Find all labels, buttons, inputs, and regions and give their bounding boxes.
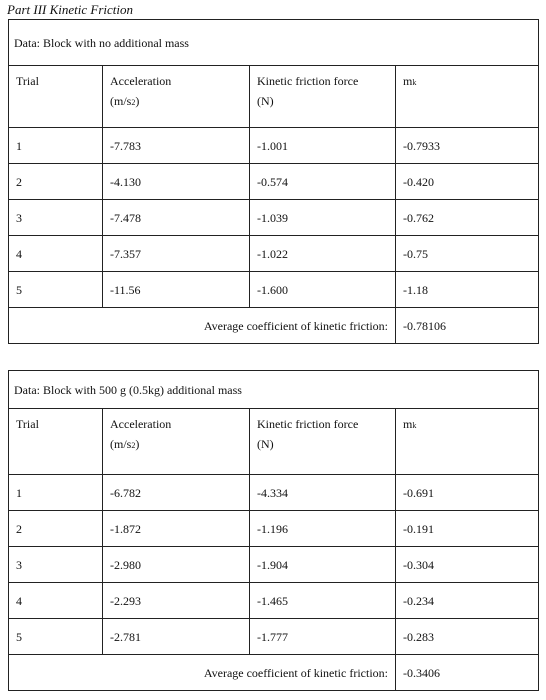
header-friction-force [250, 66, 396, 128]
unit-suffix: ) [135, 94, 140, 108]
cell-force: -1.600 [250, 272, 396, 308]
data-table-no-mass [8, 19, 539, 344]
cell-trial: 3 [9, 547, 103, 583]
cell-acceleration: -2.781 [103, 619, 250, 655]
cell-acceleration: -6.782 [103, 475, 250, 511]
cell-acceleration: -4.130 [103, 164, 250, 200]
cell-mu: -0.283 [396, 619, 539, 655]
table-header-row [9, 66, 539, 128]
cell-acceleration: -2.293 [103, 583, 250, 619]
table-row [9, 511, 539, 547]
cell-acceleration: -7.478 [103, 200, 250, 236]
cell-trial: 5 [9, 619, 103, 655]
cell-acceleration: -1.872 [103, 511, 250, 547]
data-table-500g-mass [8, 370, 539, 691]
cell-force: -1.022 [250, 236, 396, 272]
cell-force: -1.777 [250, 619, 396, 655]
table-caption: Data: Block with no additional mass [9, 20, 539, 66]
cell-trial: 5 [9, 272, 103, 308]
mu-symbol: m [403, 417, 413, 431]
cell-trial: 1 [9, 475, 103, 511]
cell-force: -1.465 [250, 583, 396, 619]
header-trial: Trial [9, 66, 103, 128]
table-caption-row [9, 20, 539, 66]
unit-prefix: (m/s [110, 94, 132, 108]
mu-subscript: k [412, 421, 417, 430]
table-row [9, 236, 539, 272]
cell-mu: -0.191 [396, 511, 539, 547]
mu-symbol: m [403, 74, 413, 88]
cell-mu: -0.7933 [396, 128, 539, 164]
unit-prefix: (m/s [110, 437, 132, 451]
header-acceleration [103, 409, 250, 475]
cell-acceleration: -2.980 [103, 547, 250, 583]
header-acceleration [103, 66, 250, 128]
cell-mu: -0.420 [396, 164, 539, 200]
table-row [9, 475, 539, 511]
table-caption: Data: Block with 500 g (0.5kg) additional mass [9, 371, 539, 409]
part-title: Part III Kinetic Friction [7, 2, 134, 17]
unit-subscript: 2 [131, 441, 136, 450]
mu-subscript: k [412, 78, 417, 87]
cell-force: -1.039 [250, 200, 396, 236]
header-mu-k [396, 409, 539, 475]
header-acceleration-unit [110, 436, 249, 454]
table-row [9, 128, 539, 164]
header-acceleration-unit [110, 93, 249, 111]
average-label: Average coefficient of kinetic friction: [9, 308, 396, 344]
header-friction-force-label: Kinetic friction force [257, 74, 359, 88]
cell-force: -1.904 [250, 547, 396, 583]
cell-trial: 2 [9, 511, 103, 547]
cell-mu: -0.691 [396, 475, 539, 511]
table-row [9, 583, 539, 619]
cell-trial: 2 [9, 164, 103, 200]
cell-force: -1.001 [250, 128, 396, 164]
average-label: Average coefficient of kinetic friction: [9, 655, 396, 691]
cell-trial: 4 [9, 236, 103, 272]
header-friction-force [250, 409, 396, 475]
cell-mu: -0.75 [396, 236, 539, 272]
cell-force: -4.334 [250, 475, 396, 511]
table-row [9, 200, 539, 236]
cell-acceleration: -11.56 [103, 272, 250, 308]
table-row [9, 272, 539, 308]
average-value: -0.3406 [396, 655, 539, 691]
average-value: -0.78106 [396, 308, 539, 344]
table-row [9, 547, 539, 583]
cell-acceleration: -7.357 [103, 236, 250, 272]
cell-acceleration: -7.783 [103, 128, 250, 164]
average-row [9, 308, 539, 344]
header-acceleration-label: Acceleration [110, 74, 172, 88]
cell-force: -0.574 [250, 164, 396, 200]
table-header-row [9, 409, 539, 475]
table-caption-row [9, 371, 539, 409]
header-friction-force-label: Kinetic friction force [257, 417, 359, 431]
cell-mu: -1.18 [396, 272, 539, 308]
cell-mu: -0.304 [396, 547, 539, 583]
header-friction-force-unit: (N) [257, 94, 274, 108]
average-row [9, 655, 539, 691]
header-trial: Trial [9, 409, 103, 475]
cell-trial: 1 [9, 128, 103, 164]
table-row [9, 619, 539, 655]
unit-suffix: ) [135, 437, 140, 451]
cell-force: -1.196 [250, 511, 396, 547]
unit-subscript: 2 [131, 98, 136, 107]
cell-mu: -0.234 [396, 583, 539, 619]
cell-trial: 4 [9, 583, 103, 619]
header-acceleration-label: Acceleration [110, 417, 172, 431]
table-row [9, 164, 539, 200]
cell-trial: 3 [9, 200, 103, 236]
header-friction-force-unit: (N) [257, 437, 274, 451]
header-mu-k [396, 66, 539, 128]
cell-mu: -0.762 [396, 200, 539, 236]
